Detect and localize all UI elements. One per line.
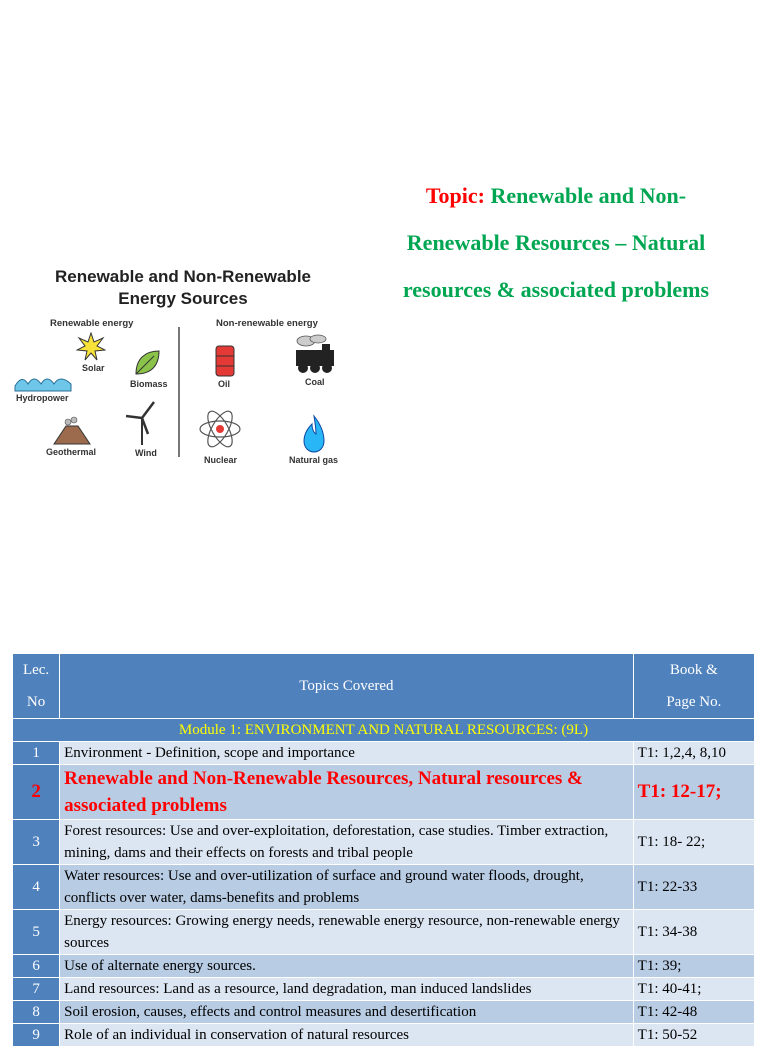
natural-gas-label: Natural gas <box>289 455 339 465</box>
renewable-heading: Renewable energy <box>50 318 134 329</box>
topic-cell: Use of alternate energy sources. <box>60 955 634 978</box>
wind-label: Wind <box>135 448 157 458</box>
topic-line-3: resources & associated problems <box>402 277 710 302</box>
lecture-number: 3 <box>13 820 60 865</box>
lecture-number: 9 <box>13 1024 60 1047</box>
coal-train-icon <box>292 334 338 376</box>
book-page-cell: T1: 1,2,4, 8,10 <box>633 742 754 765</box>
hydropower-label: Hydropower <box>16 393 69 403</box>
lecture-number: 7 <box>13 978 60 1001</box>
syllabus-table <box>12 653 755 1047</box>
topic-cell: Environment - Definition, scope and importance <box>60 742 634 765</box>
table-row <box>13 865 755 910</box>
book-page-cell: T1: 39; <box>633 955 754 978</box>
lecture-number: 4 <box>13 865 60 910</box>
book-page-cell: T1: 42-48 <box>633 1001 754 1024</box>
book-page-cell: T1: 34-38 <box>633 910 754 955</box>
book-page-cell: T1: 22-33 <box>633 865 754 910</box>
coal-label: Coal <box>305 377 325 387</box>
solar-label: Solar <box>82 363 105 373</box>
nuclear-label: Nuclear <box>204 455 238 465</box>
table-header-row <box>13 654 755 719</box>
table-row <box>13 1001 755 1024</box>
topic-cell: Role of an individual in conservation of natural resources <box>60 1024 634 1047</box>
lecture-number: 5 <box>13 910 60 955</box>
table-row <box>13 820 755 865</box>
gas-flame-icon <box>302 414 326 454</box>
book-page-cell: T1: 40-41; <box>633 978 754 1001</box>
atom-icon <box>198 404 242 454</box>
book-page-cell: T1: 12-17; <box>633 765 754 820</box>
waves-icon <box>14 372 72 392</box>
energy-sources-illustration <box>12 262 354 474</box>
topic-prefix: Topic: <box>425 183 485 208</box>
table-row-highlighted <box>13 765 755 820</box>
illustration-divider <box>178 327 180 457</box>
wind-turbine-icon <box>124 400 160 446</box>
table-row <box>13 978 755 1001</box>
module-title: Module 1: ENVIRONMENT AND NATURAL RESOURCES: (9L) <box>13 719 755 742</box>
topic-cell: Soil erosion, causes, effects and control measures and desertification <box>60 1001 634 1024</box>
topic-cell: Energy resources: Growing energy needs, renewable energy resource, non-renewable energy sources <box>60 910 634 955</box>
oil-barrel-icon <box>214 344 236 378</box>
table-row <box>13 1024 755 1047</box>
topics-header: Topics Covered <box>60 654 634 719</box>
topic-heading <box>366 172 746 313</box>
illustration-title-line-2: Energy Sources <box>118 289 248 308</box>
table-row <box>13 742 755 765</box>
table-row <box>13 955 755 978</box>
nonrenewable-heading: Non-renewable energy <box>216 318 318 329</box>
module-row <box>13 719 755 742</box>
topic-cell: Water resources: Use and over-utilization of surface and ground water floods, drought, conflicts over water, dams-benefits and problems <box>60 865 634 910</box>
lecture-number: 2 <box>13 765 60 820</box>
topic-cell: Forest resources: Use and over-exploitation, deforestation, case studies. Timber extraction, mining, dams and their effects on forests and tribal people <box>60 820 634 865</box>
volcano-icon <box>52 416 92 446</box>
lecture-number: 6 <box>13 955 60 978</box>
lec-no-header: Lec. No <box>13 654 60 719</box>
book-page-cell: T1: 18- 22; <box>633 820 754 865</box>
book-page-header: Book & Page No. <box>633 654 754 719</box>
topic-line-2: Renewable Resources – Natural <box>406 230 706 255</box>
illustration-title-line-1: Renewable and Non-Renewable <box>55 267 311 286</box>
lecture-number: 8 <box>13 1001 60 1024</box>
geothermal-label: Geothermal <box>46 447 97 457</box>
oil-label: Oil <box>218 379 231 389</box>
sun-icon <box>76 332 106 362</box>
table-row <box>13 910 755 955</box>
lecture-number: 1 <box>13 742 60 765</box>
topic-cell: Renewable and Non-Renewable Resources, Natural resources & associated problems <box>60 765 634 820</box>
leaf-icon <box>132 348 162 378</box>
topic-cell: Land resources: Land as a resource, land degradation, man induced landslides <box>60 978 634 1001</box>
illustration-title <box>12 266 354 310</box>
biomass-label: Biomass <box>130 379 168 389</box>
topic-line-1: Renewable and Non- <box>490 183 687 208</box>
book-page-cell: T1: 50-52 <box>633 1024 754 1047</box>
